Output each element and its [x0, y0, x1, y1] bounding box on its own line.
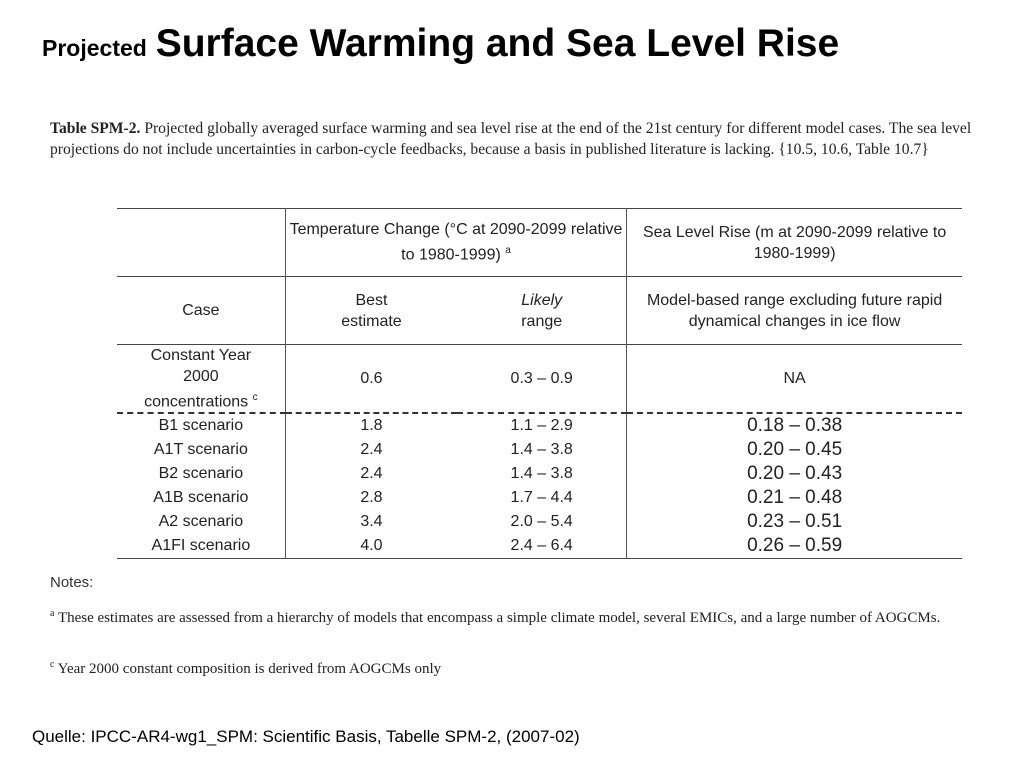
slide-title — [42, 22, 839, 66]
notes-heading: Notes: — [50, 574, 94, 591]
table-row — [117, 534, 962, 559]
model-based-range-header-text: Model-based range excluding future rapid dynamical changes in ice flow — [646, 291, 943, 330]
best-estimate-header — [285, 277, 457, 345]
footnote-a — [50, 604, 1000, 628]
table-row — [117, 510, 962, 534]
likely-range-cell: 2.4 – 6.4 — [457, 534, 627, 559]
header-row-2 — [117, 277, 962, 345]
likely-range-cell: 1.4 – 3.8 — [457, 462, 627, 486]
source-citation: Quelle: IPCC-AR4-wg1_SPM: Scientific Basis, Tabelle SPM-2, (2007-02) — [32, 727, 580, 746]
sea-level-rise-cell: 0.21 – 0.48 — [747, 487, 843, 509]
best-estimate-cell: 1.8 — [285, 413, 457, 438]
best-estimate-cell: 2.4 — [360, 441, 383, 459]
sea-level-rise-header: Sea Level Rise (m at 2090-2099 relative to 1980-1999) — [627, 209, 962, 277]
sea-level-rise-cell: 0.26 – 0.59 — [627, 534, 962, 559]
constant-best-cell: 0.6 — [285, 345, 457, 414]
temperature-change-header-text: Temperature Change (°C at 2090-2099 relative to 1980-1999) — [289, 221, 623, 264]
case-cell: A1FI scenario — [117, 534, 285, 559]
constant-likely-cell: 0.3 – 0.9 — [457, 345, 627, 414]
case-cell: A1B scenario — [117, 486, 285, 510]
footnote-c-mark: c — [50, 659, 55, 670]
constant-slr-cell: NA — [627, 345, 962, 414]
sea-level-rise-cell: 0.20 – 0.45 — [747, 439, 843, 461]
table-row — [117, 413, 962, 438]
footnote-mark-c: c — [252, 392, 258, 403]
caption-text: Projected globally averaged surface warming and sea level rise at the end of the 21st century for different model cases. The sea level projections do not include uncertainties in carbon-cycle feedbacks, because a basis in published literature is lacking. {10.5, 10.6, Table 10.7} — [50, 120, 972, 158]
sea-level-rise-cell: 0.23 – 0.51 — [747, 511, 843, 533]
sea-level-rise-cell: 0.20 – 0.43 — [747, 463, 843, 485]
caption-label: Table SPM-2. — [50, 120, 141, 137]
constant-case-cell — [117, 345, 285, 414]
case-header: Case — [117, 277, 285, 345]
case-cell: A2 scenario — [117, 510, 285, 534]
best-estimate-cell: 3.4 — [360, 513, 383, 531]
case-cell: B1 scenario — [117, 413, 285, 438]
likely-range-header — [457, 277, 627, 345]
case-cell: A1T scenario — [117, 438, 285, 462]
best-estimate-cell: 2.4 — [360, 465, 383, 483]
footnote-c-text: Year 2000 constant composition is derived from AOGCMs only — [57, 661, 442, 677]
footnote-a-mark: a — [50, 608, 55, 619]
range-label: range — [521, 312, 563, 330]
model-based-range-header — [627, 277, 962, 345]
likely-range-cell: 2.0 – 5.4 — [457, 510, 627, 534]
title-main: Surface Warming and Sea Level Rise — [155, 22, 840, 65]
table-row — [117, 462, 962, 486]
best-estimate-cell: 4.0 — [285, 534, 457, 559]
likely-range-cell: 1.7 – 4.4 — [457, 486, 627, 510]
constant-case-text: Constant Year 2000 concentrations — [144, 347, 252, 411]
table-caption — [50, 118, 1000, 160]
table-row — [117, 486, 962, 510]
constant-year-row — [117, 345, 962, 414]
case-cell: B2 scenario — [117, 462, 285, 486]
header-row-1 — [117, 209, 962, 277]
footnote-c — [50, 655, 1000, 679]
projection-table — [117, 208, 962, 559]
best-estimate-cell: 2.8 — [360, 489, 383, 507]
sea-level-rise-cell: 0.18 – 0.38 — [627, 413, 962, 438]
temperature-change-header — [285, 209, 626, 277]
table-row — [117, 438, 962, 462]
title-prefix: Projected — [42, 35, 147, 61]
likely-label: Likely — [521, 291, 563, 309]
likely-range-cell: 1.4 – 3.8 — [457, 438, 627, 462]
footnote-a-text: These estimates are assessed from a hierarchy of models that encompass a simple climate model, several EMICs, and a large number of AOGCMs. — [57, 610, 941, 626]
footnote-mark-a: a — [505, 245, 511, 257]
best-estimate-header-text: Best estimate — [341, 291, 402, 330]
empty-header-cell — [117, 209, 285, 277]
likely-range-cell: 1.1 – 2.9 — [457, 413, 627, 438]
